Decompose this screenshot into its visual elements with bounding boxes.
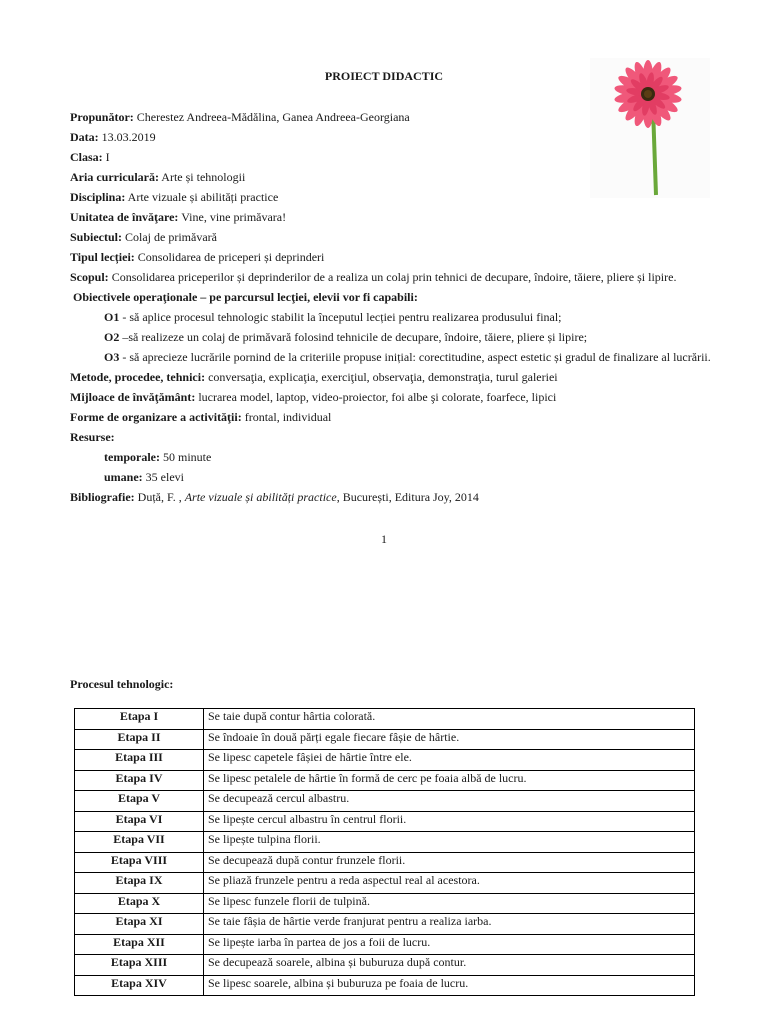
date-value: 13.03.2019 [98, 130, 156, 144]
bibliography-author: Duță, F. , [134, 490, 185, 504]
methods-value: conversaţia, explicaţia, exerciţiul, observaţia, demonstraţia, turul galeriei [205, 370, 558, 384]
page-number: 1 [381, 532, 387, 546]
bibliography-publisher: , București, Editura Joy, 2014 [336, 490, 479, 504]
discipline-label: Disciplina: [70, 190, 126, 204]
bibliography-field [70, 490, 479, 504]
table-row [75, 955, 695, 976]
objective-o1 [104, 310, 562, 324]
organization-forms-field [70, 410, 331, 424]
step-description-cell: Se pliază frunzele pentru a reda aspectul real al acestora. [204, 873, 695, 894]
date-field [70, 130, 156, 144]
table-row [75, 750, 695, 771]
purpose-value: Consolidarea priceperilor și deprinderilor de a realiza un colaj prin tehnici de decupare, îndoire, tăiere, pliere și lipire. [108, 270, 677, 284]
curricular-area-label: Aria curriculară: [70, 170, 159, 184]
step-stage-cell: Etapa V [75, 791, 204, 812]
table-row [75, 729, 695, 750]
objective-o2 [104, 330, 587, 344]
time-resources-value: 50 minute [159, 450, 212, 464]
step-description-cell: Se decupează după contur frunzele florii. [204, 852, 695, 873]
curricular-area-field [70, 170, 245, 184]
objective-code: O3 [104, 350, 120, 364]
proposer-field [70, 110, 410, 124]
step-stage-cell: Etapa VIII [75, 852, 204, 873]
step-stage-cell: Etapa II [75, 729, 204, 750]
table-row [75, 893, 695, 914]
purpose-field [70, 270, 676, 284]
methods-label: Metode, procedee, tehnici: [70, 370, 206, 384]
table-row [75, 832, 695, 853]
objective-text: - să aprecieze lucrările pornind de la criteriile propuse inițial: corectitudine, aspect estetic și gradul de finalizare al lucrării. [119, 350, 711, 364]
date-label: Data: [70, 130, 99, 144]
step-description-cell: Se decupează cercul albastru. [204, 791, 695, 812]
learning-unit-field [70, 210, 286, 224]
step-description-cell: Se lipește cercul albastru în centrul florii. [204, 811, 695, 832]
lesson-type-label: Tipul lecției: [70, 250, 135, 264]
table-row [75, 791, 695, 812]
step-description-cell: Se lipesc petalele de hârtie în formă de cerc pe foaia albă de lucru. [204, 770, 695, 791]
step-stage-cell: Etapa X [75, 893, 204, 914]
step-stage-cell: Etapa VI [75, 811, 204, 832]
teaching-aids-value: lucrarea model, laptop, video-proiector, foi albe şi colorate, foarfece, lipici [195, 390, 557, 404]
lesson-type-field [70, 250, 324, 264]
step-stage-cell: Etapa I [75, 709, 204, 730]
proposer-label: Propunător: [70, 110, 134, 124]
step-stage-cell: Etapa XII [75, 934, 204, 955]
time-resources-field [104, 450, 211, 464]
teaching-aids-field [70, 390, 556, 404]
organization-forms-value: frontal, individual [241, 410, 332, 424]
lesson-type-value: Consolidarea de priceperi și deprinderi [134, 250, 325, 264]
proposer-value: Cherestez Andreea-Mădălina, Ganea Andreea-Georgiana [133, 110, 410, 124]
process-steps-body [75, 709, 695, 996]
step-stage-cell: Etapa XIV [75, 975, 204, 996]
table-row [75, 914, 695, 935]
subject-label: Subiectul: [70, 230, 123, 244]
step-description-cell: Se lipesc soarele, albina și buburuza pe foaia de lucru. [204, 975, 695, 996]
subject-field [70, 230, 217, 244]
step-description-cell: Se taie fâșia de hârtie verde franjurat pentru a realiza iarba. [204, 914, 695, 935]
table-row [75, 934, 695, 955]
resources-label: Resurse: [70, 430, 115, 444]
step-stage-cell: Etapa XI [75, 914, 204, 935]
step-description-cell: Se lipesc funzele florii de tulpină. [204, 893, 695, 914]
discipline-value: Arte vizuale și abilități practice [125, 190, 279, 204]
time-resources-label: temporale: [104, 450, 160, 464]
learning-unit-value: Vine, vine primăvara! [178, 210, 287, 224]
subject-value: Colaj de primăvară [122, 230, 217, 244]
table-row [75, 975, 695, 996]
step-stage-cell: Etapa VII [75, 832, 204, 853]
discipline-field [70, 190, 278, 204]
organization-forms-label: Forme de organizare a activităţii: [70, 410, 242, 424]
table-row [75, 770, 695, 791]
gerbera-flower-image [590, 58, 710, 198]
purpose-label: Scopul: [70, 270, 109, 284]
table-row [75, 873, 695, 894]
step-description-cell: Se decupează soarele, albina și buburuza după contur. [204, 955, 695, 976]
step-description-cell: Se lipește tulpina florii. [204, 832, 695, 853]
table-row [75, 852, 695, 873]
step-description-cell: Se lipesc capetele fâșiei de hârtie între ele. [204, 750, 695, 771]
objective-code: O2 [104, 330, 120, 344]
step-stage-cell: Etapa III [75, 750, 204, 771]
step-description-cell: Se taie după contur hârtia colorată. [204, 709, 695, 730]
human-resources-value: 35 elevi [142, 470, 184, 484]
objective-text: –să realizeze un colaj de primăvară folosind tehnicile de decupare, îndoire, tăiere, pliere și lipire; [119, 330, 588, 344]
class-label: Clasa: [70, 150, 103, 164]
objective-text: - să aplice procesul tehnologic stabilit la începutul lecției pentru realizarea produsului final; [119, 310, 562, 324]
process-steps-table [74, 708, 695, 996]
step-stage-cell: Etapa XIII [75, 955, 204, 976]
step-stage-cell: Etapa IV [75, 770, 204, 791]
curricular-area-value: Arte și tehnologii [158, 170, 246, 184]
bibliography-book-title: Arte vizuale și abilități practice [184, 490, 337, 504]
table-row [75, 709, 695, 730]
objective-o3 [104, 350, 711, 364]
human-resources-field [104, 470, 184, 484]
teaching-aids-label: Mijloace de învăţământ: [70, 390, 196, 404]
learning-unit-label: Unitatea de învăţare: [70, 210, 179, 224]
step-description-cell: Se lipește iarba în partea de jos a foii de lucru. [204, 934, 695, 955]
step-stage-cell: Etapa IX [75, 873, 204, 894]
human-resources-label: umane: [104, 470, 143, 484]
objective-code: O1 [104, 310, 120, 324]
objectives-heading: Obiectivele operaţionale – pe parcursul lecţiei, elevii vor fi capabili: [73, 290, 418, 304]
step-description-cell: Se îndoaie în două părți egale fiecare fâșie de hârtie. [204, 729, 695, 750]
methods-field [70, 370, 558, 384]
bibliography-label: Bibliografie: [70, 490, 135, 504]
process-heading: Procesul tehnologic: [70, 677, 174, 691]
table-row [75, 811, 695, 832]
page-title: PROIECT DIDACTIC [324, 69, 444, 83]
class-field [70, 150, 110, 164]
class-value: I [102, 150, 110, 164]
